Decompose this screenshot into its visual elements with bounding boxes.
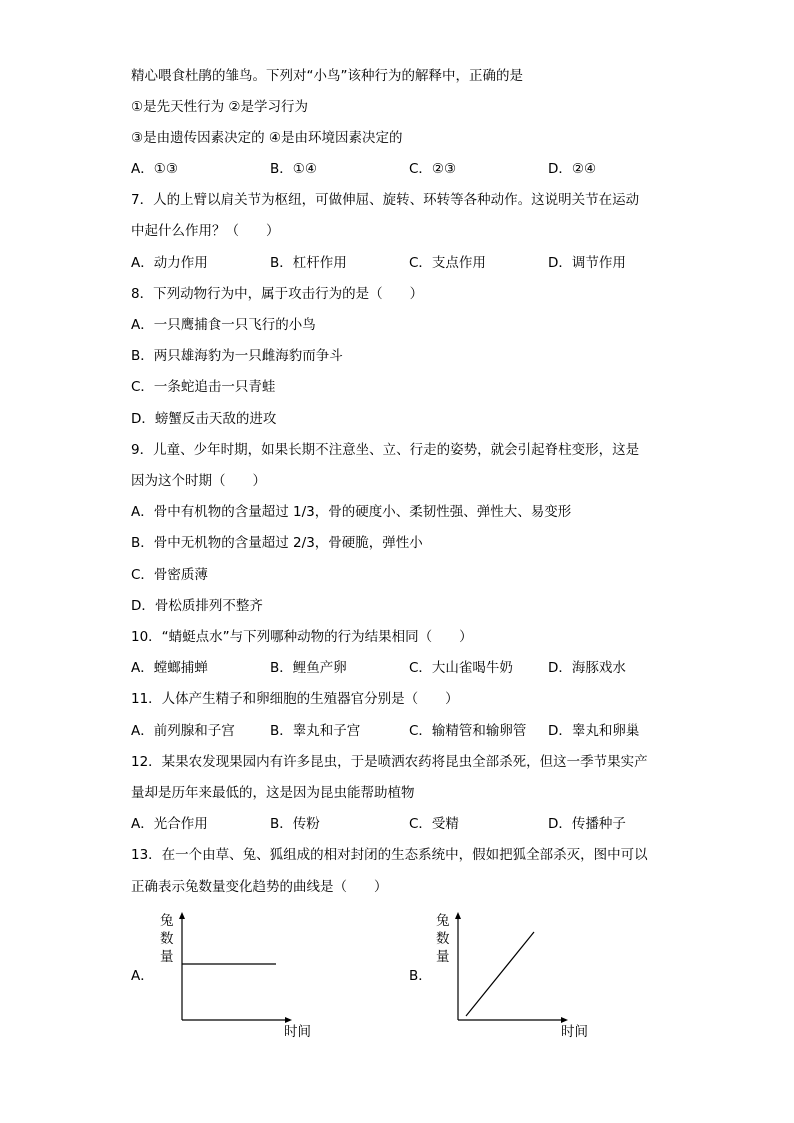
q11-option-d: D．睾丸和卵巢 bbox=[548, 723, 640, 739]
q13-stem-line-2: 正确表示兔数量变化趋势的曲线是（ ） bbox=[131, 879, 388, 895]
q9-stem-line-1: 9．儿童、少年时期，如果长期不注意坐、立、行走的姿势，就会引起脊柱变形，这是 bbox=[131, 442, 640, 458]
q12-option-b: B．传粉 bbox=[270, 816, 320, 832]
q10-option-a: A．螳螂捕蝉 bbox=[131, 660, 208, 676]
q6-option-b: B．①④ bbox=[270, 161, 317, 177]
q9-option-c: C．骨密质薄 bbox=[131, 567, 208, 583]
q9-option-b: B．骨中无机物的含量超过 2/3，骨硬脆，弹性小 bbox=[131, 535, 423, 551]
q12-stem-line-2: 量却是历年来最低的，这是因为昆虫能帮助植物 bbox=[131, 785, 415, 801]
graph-b-ylabel-char-3: 量 bbox=[436, 949, 450, 965]
q12-option-d: D．传播种子 bbox=[548, 816, 626, 832]
graph-a-ylabel-char-3: 量 bbox=[160, 949, 174, 965]
q11-option-a: A．前列腺和子宫 bbox=[131, 723, 235, 739]
q8-option-d: D．螃蟹反击天敌的进攻 bbox=[131, 411, 277, 427]
q11-option-c: C．输精管和输卵管 bbox=[409, 723, 527, 739]
q13-stem-line-1: 13．在一个由草、兔、狐组成的相对封闭的生态系统中，假如把狐全部杀灭，图中可以 bbox=[131, 847, 648, 863]
q6-statement-3-4: ③是由遗传因素决定的 ④是由环境因素决定的 bbox=[131, 130, 403, 146]
q8-stem: 8．下列动物行为中，属于攻击行为的是（ ） bbox=[131, 286, 424, 302]
q8-option-a: A．一只鹰捕食一只飞行的小鸟 bbox=[131, 317, 316, 333]
q12-stem-line-1: 12．某果农发现果园内有许多昆虫，于是喷洒农药将昆虫全部杀死，但这一季节果实产 bbox=[131, 754, 648, 770]
q10-option-c: C．大山雀喝牛奶 bbox=[409, 660, 513, 676]
q7-stem-line-1: 7．人的上臂以肩关节为枢纽，可做伸屈、旋转、环转等各种动作。这说明关节在运动 bbox=[131, 192, 640, 208]
q7-option-a: A．动力作用 bbox=[131, 255, 208, 271]
graph-b-y-arrow bbox=[455, 912, 461, 919]
q11-option-b: B．睾丸和子宫 bbox=[270, 723, 361, 739]
q9-option-a: A．骨中有机物的含量超过 1/3，骨的硬度小、柔韧性强、弹性大、易变形 bbox=[131, 504, 572, 520]
q9-option-d: D．骨松质排列不整齐 bbox=[131, 598, 263, 614]
q6-option-a: A．①③ bbox=[131, 161, 178, 177]
graph-a-plot bbox=[176, 912, 296, 1026]
graph-a-label: A． bbox=[131, 968, 154, 984]
q8-option-c: C．一条蛇追击一只青蛙 bbox=[131, 379, 276, 395]
graph-b-label: B． bbox=[409, 968, 432, 984]
q12-option-a: A．光合作用 bbox=[131, 816, 208, 832]
q7-option-d: D．调节作用 bbox=[548, 255, 626, 271]
graph-a-xlabel: 时间 bbox=[284, 1024, 311, 1040]
q12-option-c: C．受精 bbox=[409, 816, 459, 832]
q6-option-c: C．②③ bbox=[409, 161, 457, 177]
q10-option-b: B．鲤鱼产卵 bbox=[270, 660, 347, 676]
q7-option-c: C．支点作用 bbox=[409, 255, 486, 271]
q7-option-b: B．杠杆作用 bbox=[270, 255, 347, 271]
q6-option-d: D．②④ bbox=[548, 161, 597, 177]
graph-b-xlabel: 时间 bbox=[561, 1024, 588, 1040]
q11-stem: 11．人体产生精子和卵细胞的生殖器官分别是（ ） bbox=[131, 691, 459, 707]
graph-b-ylabel-char-2: 数 bbox=[436, 931, 450, 947]
graph-a-y-arrow bbox=[179, 912, 185, 919]
q6-stem-line: 精心喂食杜鹃的雏鸟。下列对“小鸟”该种行为的解释中，正确的是 bbox=[131, 68, 523, 84]
graph-b-ylabel-char-1: 兔 bbox=[436, 913, 450, 929]
q10-stem: 10．“蜻蜓点水”与下列哪种动物的行为结果相同（ ） bbox=[131, 629, 473, 645]
graph-b-plot bbox=[452, 912, 572, 1026]
q6-statement-1-2: ①是先天性行为 ②是学习行为 bbox=[131, 99, 308, 115]
graph-b-curve bbox=[466, 932, 534, 1016]
q9-stem-line-2: 因为这个时期（ ） bbox=[131, 473, 266, 489]
graph-a-ylabel-char-1: 兔 bbox=[160, 913, 174, 929]
q7-stem-line-2: 中起什么作用？（ ） bbox=[131, 223, 280, 239]
q8-option-b: B．两只雄海豹为一只雌海豹而争斗 bbox=[131, 348, 343, 364]
graph-a-ylabel-char-2: 数 bbox=[160, 931, 174, 947]
q10-option-d: D．海豚戏水 bbox=[548, 660, 626, 676]
